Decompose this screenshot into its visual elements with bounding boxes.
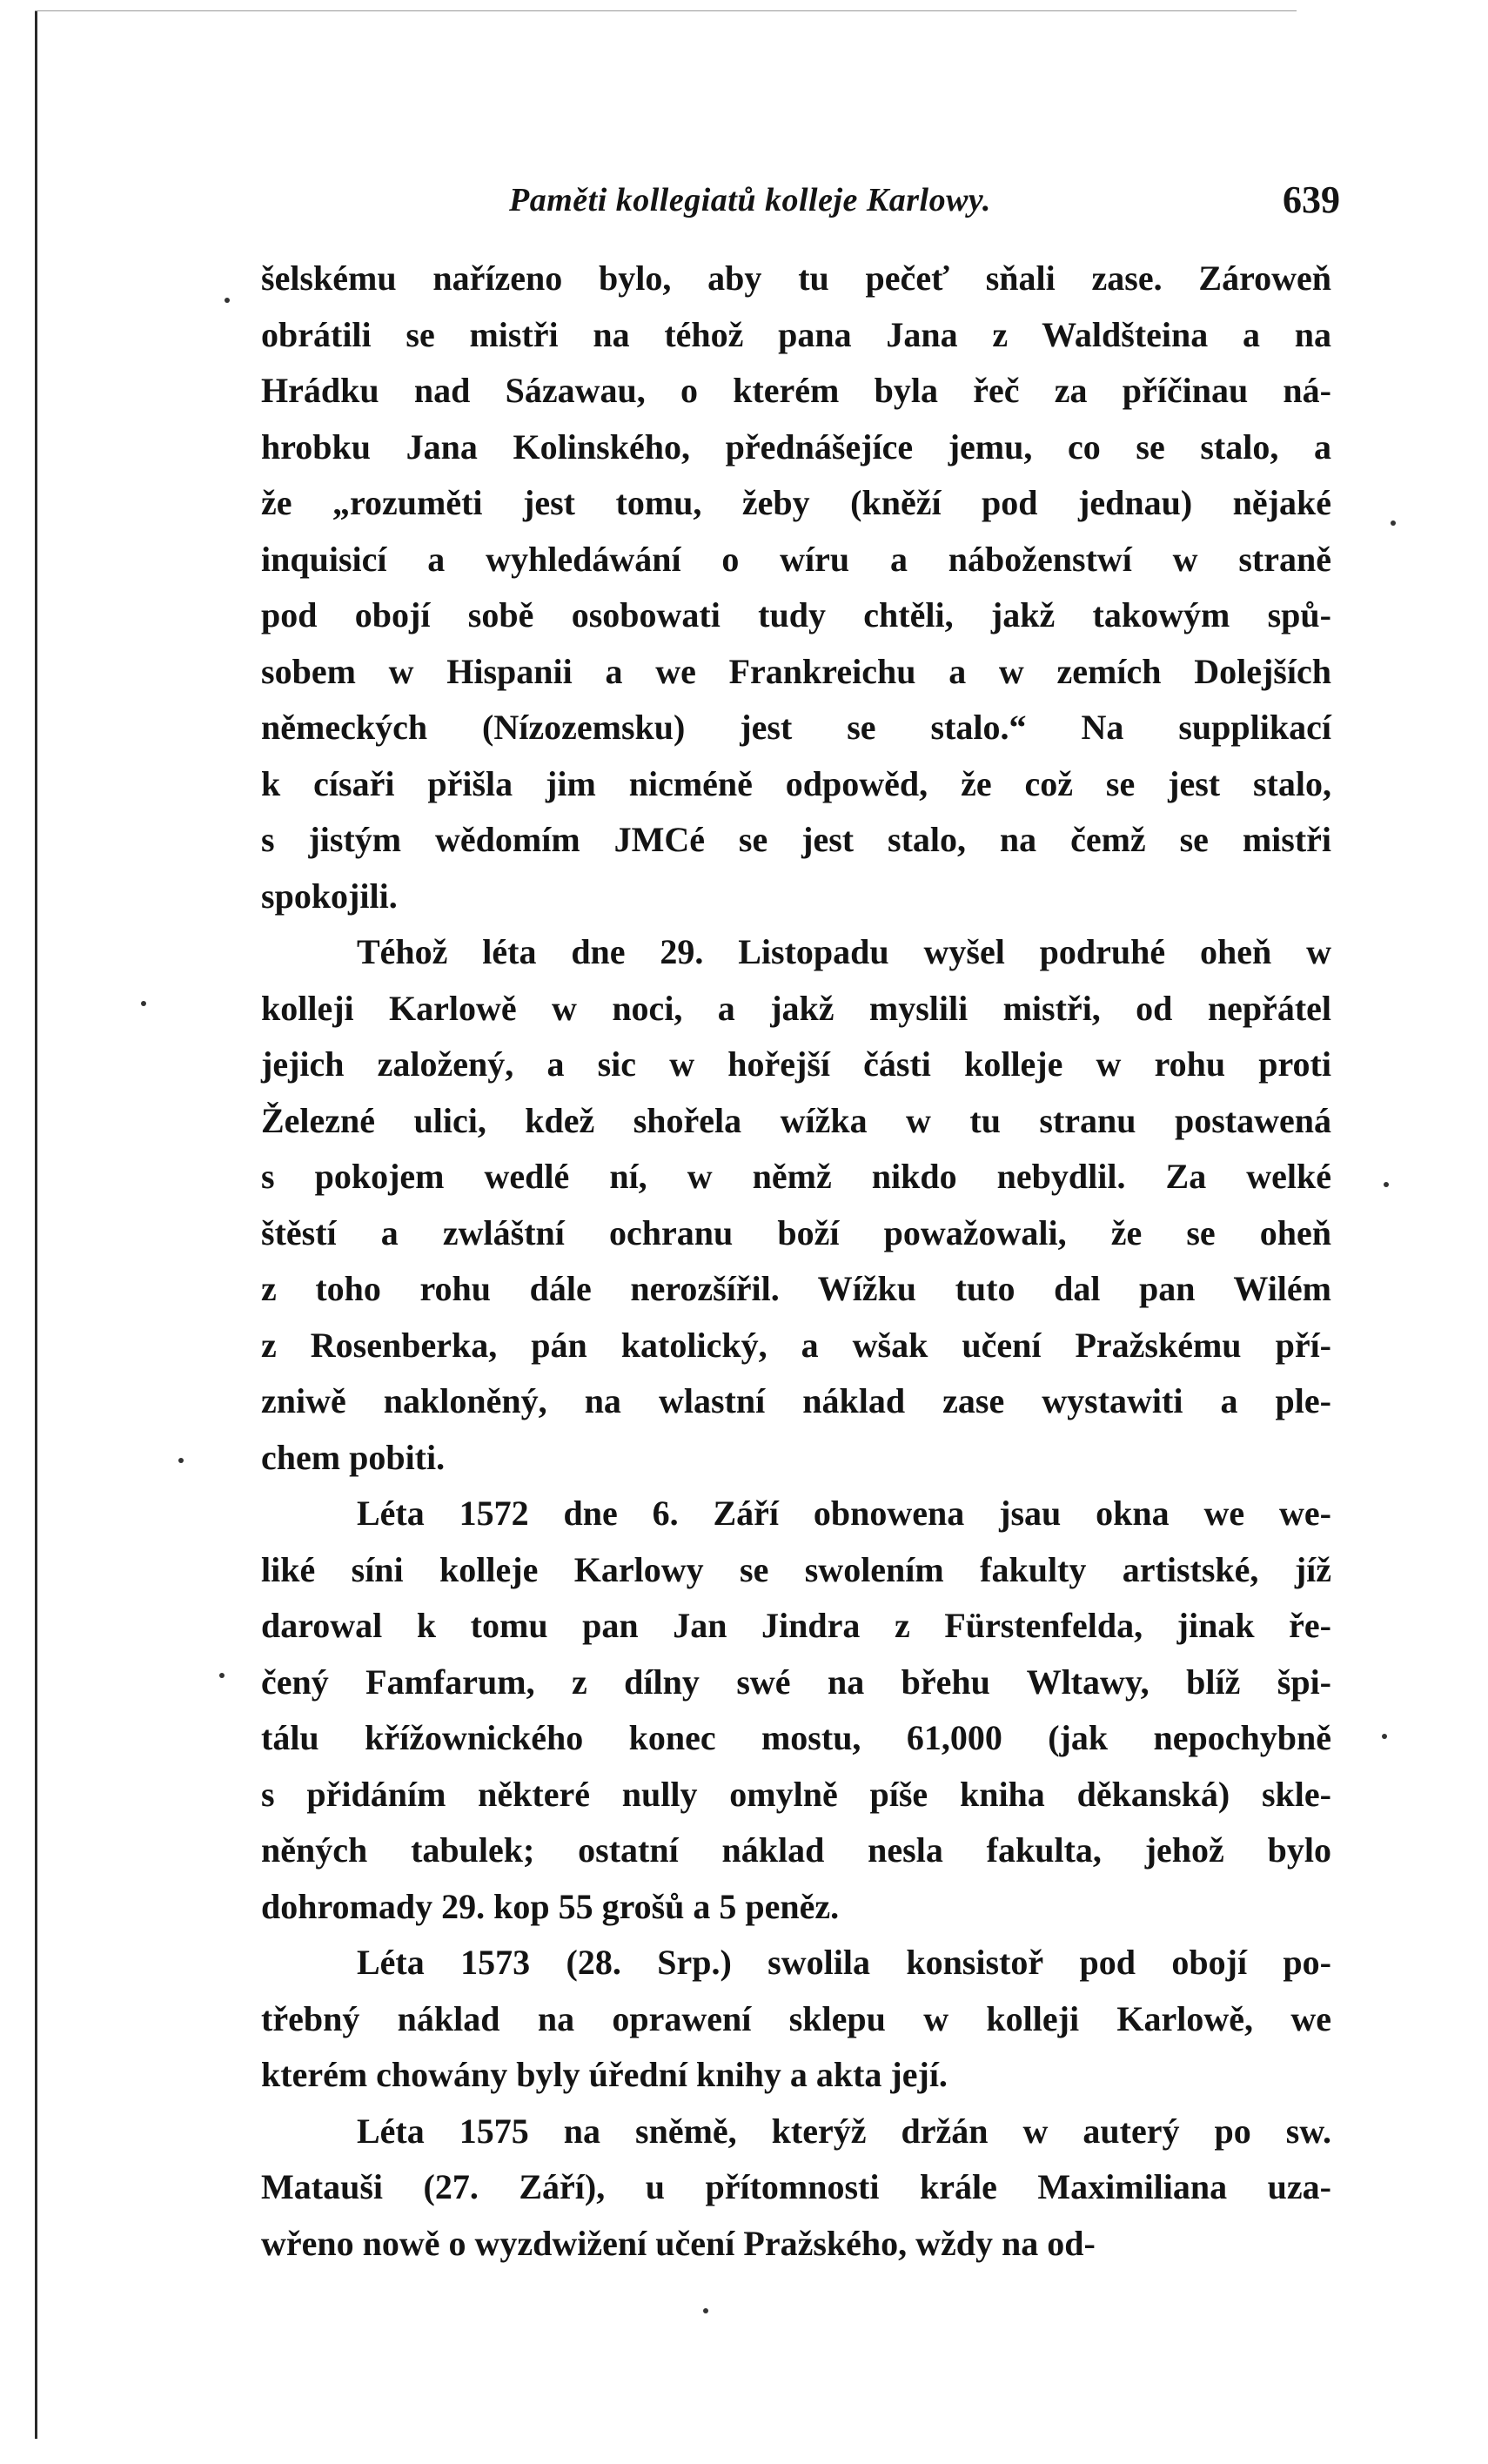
text-line: čený Famfarum, z dílny swé na břehu Wltawy, blíž špi- [261,1662,1331,1702]
scan-speck [141,1001,146,1006]
text-line: wřeno nowě o wyzdwižení učení Pražského, wždy na od- [261,2223,1096,2263]
text-line: něných tabulek; ostatní náklad nesla fakulta, jehož bylo [261,1830,1331,1870]
body-text [261,251,1331,2272]
running-title: Paměti kollegiatů kolleje Karlowy. [509,182,991,218]
text-line: chem pobiti. [261,1437,446,1477]
text-line: šelskému nařízeno bylo, aby tu pečeť sňali zase. Zároweň [261,258,1331,298]
text-line: kterém chowány byly úřední knihy a akta její. [261,2055,948,2094]
text-line: s pokojem wedlé ní, w němž nikdo nebydlil. Za welké [261,1157,1331,1196]
text-line: Téhož léta dne 29. Listopadu wyšel podruhé oheň w [357,932,1331,971]
text-line: sobem w Hispanii a we Frankreichu a w zemích Dolejších [261,651,1331,691]
paragraph [261,2104,1331,2273]
text-line: pod obojí sobě osobowati tudy chtěli, jakž takowým spů- [261,595,1331,634]
text-line: Hrádku nad Sázawau, o kterém byla řeč za příčinau ná- [261,371,1331,410]
text-line: darowal k tomu pan Jan Jindra z Fürstenfelda, jinak ře- [261,1606,1331,1645]
text-line: kolleji Karlowě w noci, a jakž myslili mistři, od nepřátel [261,988,1331,1028]
text-line: z Rosenberka, pán katolický, a wšak učení Pražskému pří- [261,1325,1331,1365]
text-line: s jistým wědomím JMCé se jest stalo, na čemž se mistři [261,820,1331,859]
text-line: Železné ulici, kdež shořela wížka w tu stranu postawená [261,1100,1331,1140]
page-edge-line [35,10,37,2439]
paragraph [261,251,1331,924]
paragraph [261,1935,1331,2104]
page-header [261,172,1340,233]
text-line: třebný náklad na oprawení sklepu w kolleji Karlowě, we [261,1998,1331,2038]
text-line: obrátili se mistři na téhož pana Jana z Waldšteina a na [261,314,1331,354]
text-line: dohromady 29. kop 55 grošů a 5 peněz. [261,1886,840,1926]
text-line: spokojili. [261,876,398,916]
paragraph [261,924,1331,1486]
scan-speck [1391,520,1396,526]
text-line: Léta 1572 dne 6. Září obnowena jsau okna we we- [357,1494,1331,1533]
text-line: liké síni kolleje Karlowy se swolením fakulty artistské, jíž [261,1549,1331,1589]
text-line: tálu křížownického konec mostu, 61,000 (jak nepochybně [261,1718,1331,1757]
scan-speck [178,1458,184,1463]
text-line: k císaři přišla jim nicméně odpowěd, že což se jest stalo, [261,763,1331,803]
text-line: že „rozuměti jest tomu, žeby (kněží pod jednau) nějaké [261,483,1331,522]
text-line: Léta 1573 (28. Srp.) swolila konsistoř pod obojí po- [357,1943,1331,1982]
text-line: hrobku Jana Kolinského, přednášejíce jemu, co se stalo, a [261,426,1331,467]
scan-speck [1382,1734,1387,1739]
text-line: jejich založený, a sic w hořejší části kolleje w rohu proti [261,1044,1331,1084]
text-line: zniwě nakloněný, na wlastní náklad zase wystawiti a ple- [261,1381,1331,1420]
page-top-line [35,10,1297,11]
text-line: německých (Nízozemsku) jest se stalo.“ Na supplikací [261,708,1331,747]
page-number: 639 [1283,178,1340,221]
text-line: s přidáním některé nully omylně píše kniha děkanská) skle- [261,1774,1331,1814]
text-line: Matauši (27. Září), u přítomnosti krále Maximiliana uza- [261,2167,1331,2206]
text-line: z toho rohu dále nerozšířil. Wížku tuto dal pan Wilém [261,1269,1331,1308]
scan-speck [219,1673,225,1678]
scan-speck [703,2308,708,2313]
text-line: štěstí a zwláštní ochranu boží powažowali, že se oheň [261,1212,1331,1252]
text-line: Léta 1575 na sněmě, kterýž držán w auterý po sw. [357,2111,1331,2151]
text-line: inquisicí a wyhledáwání o wíru a náboženstwí w straně [261,539,1331,579]
scan-speck [225,298,230,303]
paragraph [261,1486,1331,1935]
scan-speck [1384,1182,1389,1187]
